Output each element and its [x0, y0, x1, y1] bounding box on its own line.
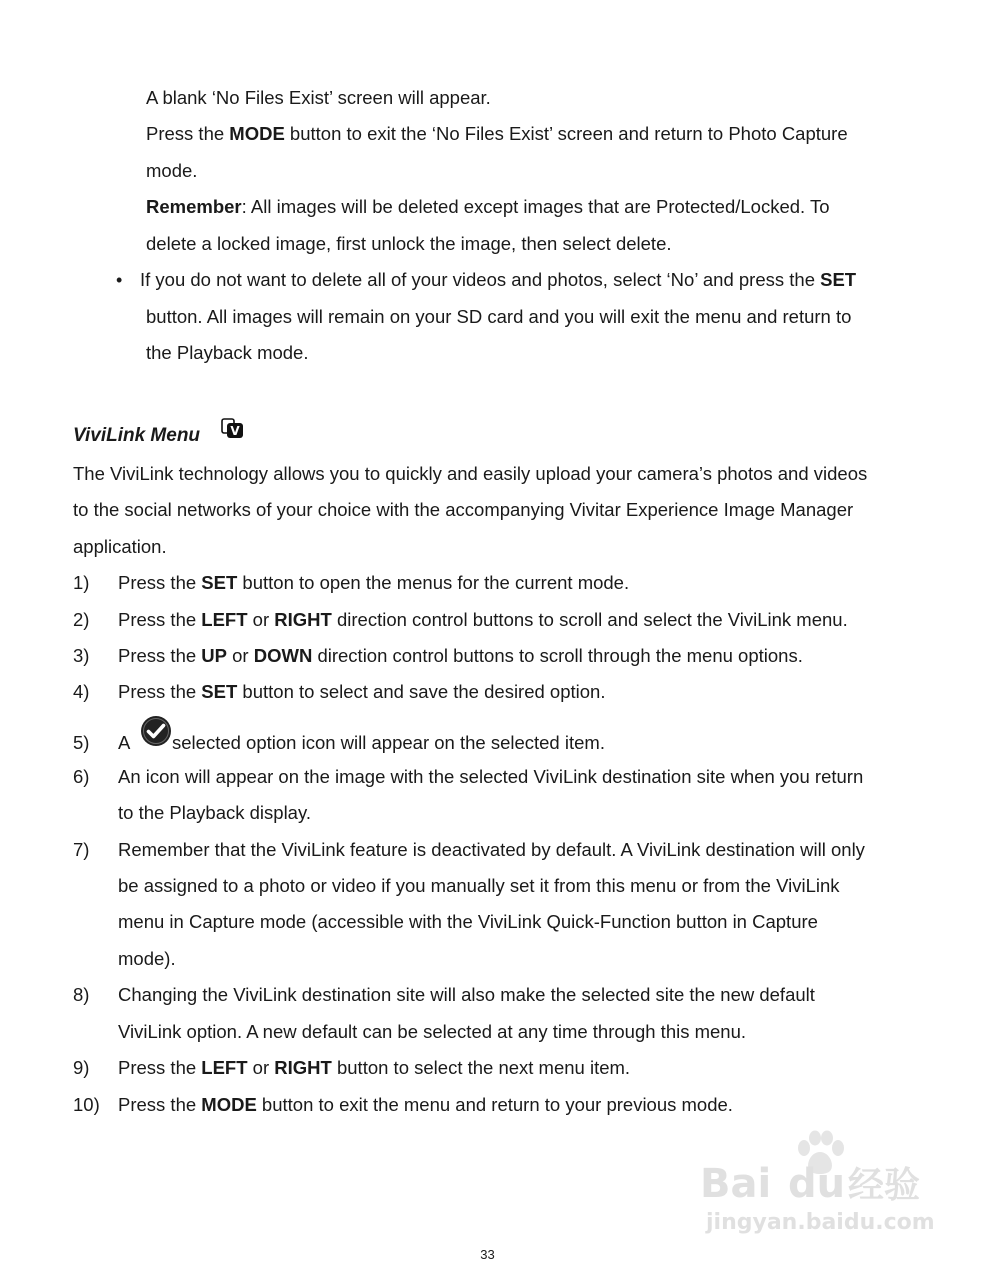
- step-text: Press the SET button to open the menus for the current mode.: [118, 572, 630, 593]
- step-text: be assigned to a photo or video if you manually set it from this menu or from the ViviLink: [118, 875, 840, 896]
- step-number: 1): [73, 572, 90, 593]
- section-heading: ViviLink Menu: [73, 425, 201, 446]
- step-text: mode).: [118, 948, 176, 969]
- paragraph-line: The ViviLink technology allows you to quickly and easily upload your camera’s photos and videos: [73, 463, 868, 484]
- paragraph-line: mode.: [146, 160, 198, 181]
- bullet-line: If you do not want to delete all of your videos and photos, select ‘No’ and press the SET: [140, 269, 857, 290]
- step-text: Press the MODE button to exit the menu and return to your previous mode.: [118, 1094, 733, 1115]
- step-text: Press the UP or DOWN direction control buttons to scroll through the menu options.: [118, 645, 803, 666]
- bullet-marker: •: [116, 270, 123, 290]
- svg-text:V: V: [230, 424, 240, 438]
- vivilink-icon: [221, 418, 245, 440]
- paragraph-line: application.: [73, 536, 167, 557]
- step-number: 8): [73, 984, 90, 1005]
- paragraph-line: Press the MODE button to exit the ‘No Files Exist’ screen and return to Photo Capture: [146, 123, 848, 144]
- step-text: Press the LEFT or RIGHT direction control buttons to scroll and select the ViviLink menu.: [118, 609, 848, 630]
- paragraph-line: to the social networks of your choice with the accompanying Vivitar Experience Image Manager: [73, 499, 854, 520]
- checkmark-icon: [140, 715, 172, 747]
- step-text: menu in Capture mode (accessible with the ViviLink Quick-Function button in Capture: [118, 911, 818, 932]
- paragraph-line: Remember: All images will be deleted except images that are Protected/Locked. To: [146, 196, 830, 217]
- baidu-watermark: Bai du 经验 jingyan.baidu.com: [700, 1130, 935, 1240]
- step-text: A: [118, 732, 131, 753]
- step-text: Changing the ViviLink destination site will also make the selected site the new default: [118, 984, 815, 1005]
- step-text: Remember that the ViviLink feature is deactivated by default. A ViviLink destination will only: [118, 839, 865, 860]
- step-number: 10): [73, 1094, 100, 1115]
- step-number: 4): [73, 681, 90, 702]
- step-number: 6): [73, 766, 90, 787]
- step-number: 9): [73, 1057, 90, 1078]
- step-text: selected option icon will appear on the selected item.: [172, 732, 605, 753]
- step-text: to the Playback display.: [118, 802, 311, 823]
- paragraph-line: delete a locked image, first unlock the image, then select delete.: [146, 233, 672, 254]
- step-number: 7): [73, 839, 90, 860]
- bullet-line: the Playback mode.: [146, 342, 309, 363]
- step-number: 5): [73, 732, 90, 753]
- step-text: ViviLink option. A new default can be selected at any time through this menu.: [118, 1021, 747, 1042]
- step-text: Press the SET button to select and save the desired option.: [118, 681, 606, 702]
- page-number: 33: [480, 1247, 495, 1262]
- step-text: An icon will appear on the image with the selected ViviLink destination site when you return: [118, 766, 864, 787]
- bullet-line: button. All images will remain on your SD card and you will exit the menu and return to: [146, 306, 852, 327]
- paragraph-line: A blank ‘No Files Exist’ screen will appear.: [146, 87, 491, 108]
- step-text: Press the LEFT or RIGHT button to select the next menu item.: [118, 1057, 631, 1078]
- step-number: 2): [73, 609, 90, 630]
- step-number: 3): [73, 645, 90, 666]
